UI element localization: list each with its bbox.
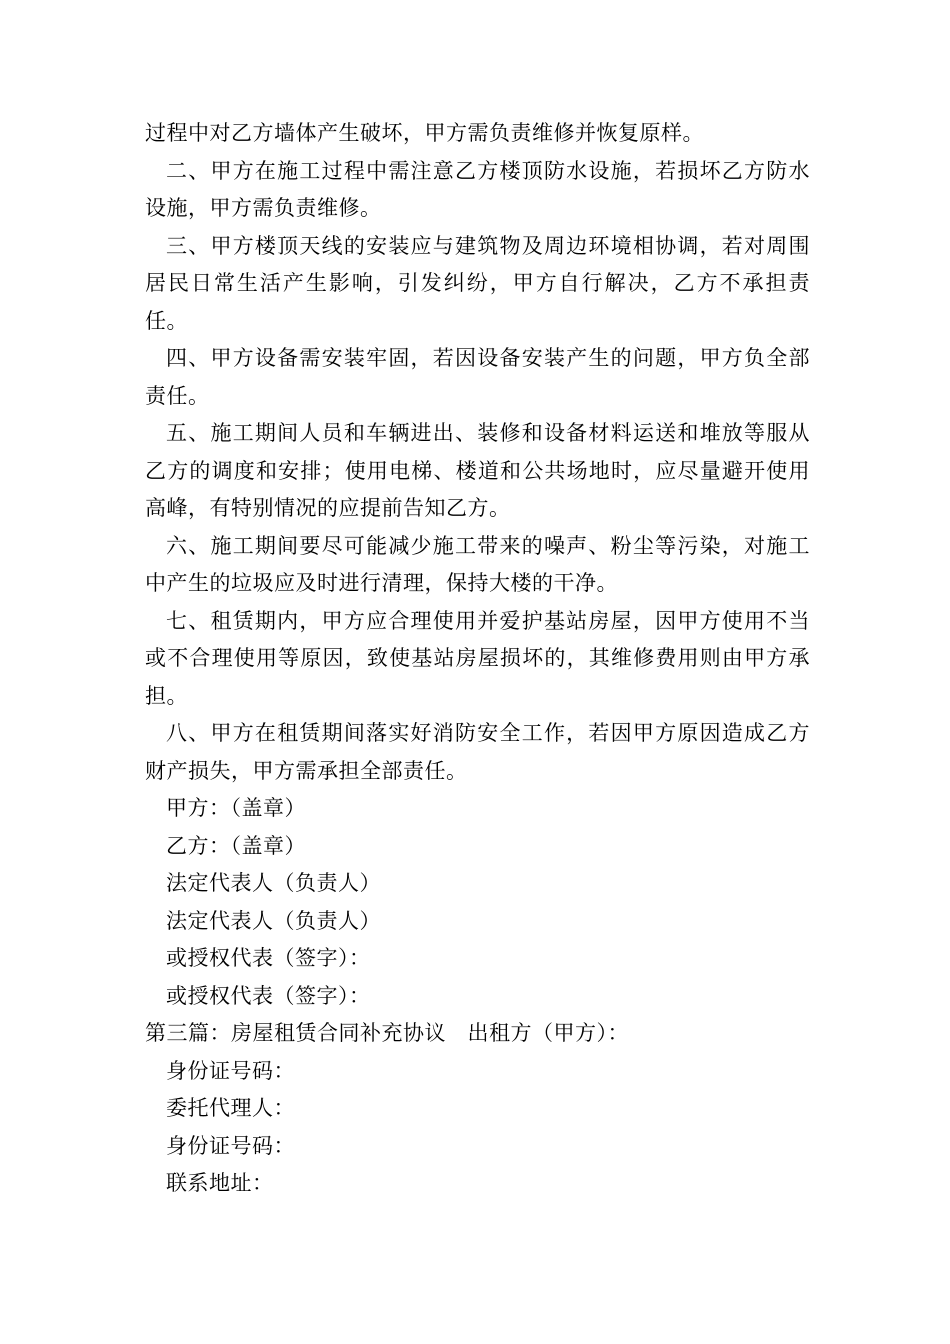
- lessor-fields: [145, 1053, 810, 1203]
- section-heading: 第三篇：房屋租赁合同补充协议 出租方（甲方）：: [145, 1021, 629, 1045]
- clause-6: 六、施工期间要尽可能减少施工带来的噪声、粉尘等污染，对施工中产生的垃圾应及时进行清理，保持大楼的干净。: [145, 533, 810, 595]
- document-body: [145, 115, 810, 1203]
- party-a-seal: 甲方：（盖章）: [166, 796, 306, 820]
- clause-2: 二、甲方在施工过程中需注意乙方楼顶防水设施，若损坏乙方防水设施，甲方需负责维修。: [145, 158, 810, 220]
- signature-block: [145, 790, 810, 1015]
- clause-8: 八、甲方在租赁期间落实好消防安全工作，若因甲方原因造成乙方财产损失，甲方需承担全部责任。: [145, 721, 810, 783]
- clause-4: 四、甲方设备需安装牢固，若因设备安装产生的问题，甲方负全部责任。: [145, 346, 810, 408]
- id-number-field: 身份证号码：: [166, 1058, 295, 1083]
- legal-representative-b: 法定代表人（负责人）: [166, 908, 381, 933]
- paragraph-continuation: 过程中对乙方墙体产生破坏，甲方需负责维修并恢复原样。: [145, 121, 704, 145]
- agent-id-number-field: 身份证号码：: [166, 1133, 295, 1158]
- agent-field: 委托代理人：: [166, 1096, 295, 1120]
- contact-address-field: 联系地址：: [166, 1171, 274, 1195]
- clause-5: 五、施工期间人员和车辆进出、装修和设备材料运送和堆放等服从乙方的调度和安排；使用电梯、楼道和公共场地时，应尽量避开使用高峰，有特别情况的应提前告知乙方。: [145, 421, 810, 520]
- clause-7: 七、租赁期内，甲方应合理使用并爱护基站房屋，因甲方使用不当或不合理使用等原因，致使基站房屋损坏的，其维修费用则由甲方承担。: [145, 608, 810, 708]
- authorized-representative-b: 或授权代表（签字）：: [166, 983, 371, 1008]
- clause-3: 三、甲方楼顶天线的安装应与建筑物及周边环境相协调，若对周围居民日常生活产生影响，引发纠纷，甲方自行解决，乙方不承担责任。: [145, 233, 810, 333]
- legal-representative-a: 法定代表人（负责人）: [166, 871, 381, 895]
- party-b-seal: 乙方：（盖章）: [166, 833, 306, 858]
- authorized-representative-a: 或授权代表（签字）：: [166, 946, 371, 970]
